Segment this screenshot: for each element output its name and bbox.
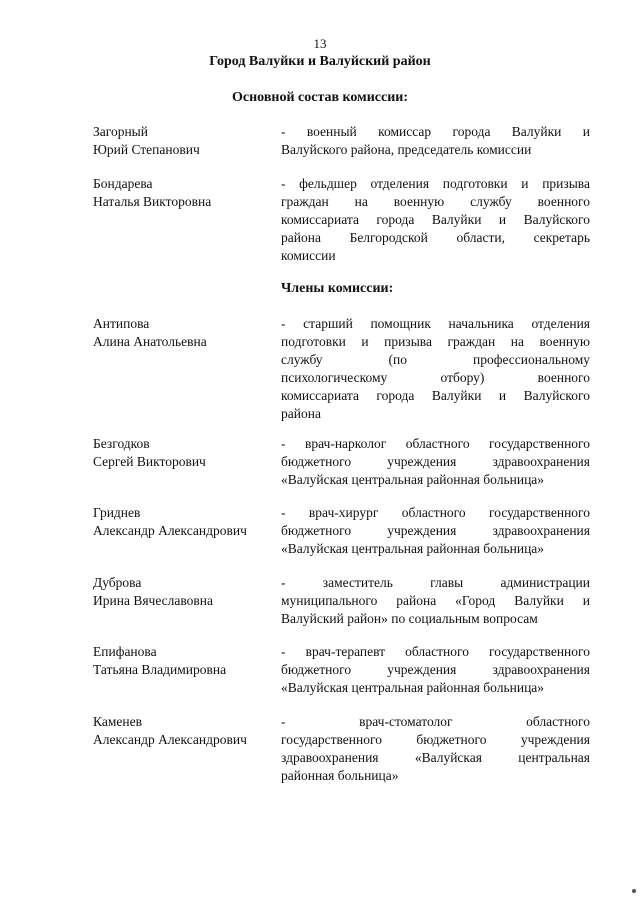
person-role [281, 123, 590, 159]
role-line: «Валуйская центральная районная больница» [281, 472, 545, 487]
role-line: государственного бюджетного учреждения [281, 732, 590, 747]
person-role [281, 175, 590, 265]
role-line: района Белгородской области, секретарь [281, 230, 590, 245]
section-title-main: Основной состав комиссии: [232, 90, 408, 105]
role-line: Валуйского района, председатель комиссии [281, 142, 532, 157]
person-surname: Епифанова [93, 644, 157, 659]
role-line: бюджетного учреждения здравоохранения [281, 523, 590, 538]
person-name [93, 435, 273, 471]
person-given-name: Наталья Викторовна [93, 194, 212, 209]
role-line: района [281, 406, 321, 421]
person-given-name: Александр Александрович [93, 523, 247, 538]
page-title: Город Валуйки и Валуйский район [209, 54, 431, 69]
person-surname: Безгодков [93, 436, 150, 451]
person-surname: Гриднев [93, 505, 141, 520]
person-given-name: Алина Анатольевна [93, 334, 207, 349]
person-name [93, 643, 273, 679]
person-given-name: Александр Александрович [93, 732, 247, 747]
person-surname: Бондарева [93, 176, 153, 191]
person-role [281, 435, 590, 489]
role-line: муниципального района «Город Валуйки и [281, 593, 590, 608]
person-name [93, 175, 273, 211]
person-name [93, 574, 273, 610]
person-role [281, 315, 590, 423]
person-given-name: Юрий Степанович [93, 142, 200, 157]
role-line: службу (по профессиональному [281, 352, 590, 367]
person-role [281, 713, 590, 785]
person-name [93, 123, 273, 159]
page-number: 13 [313, 36, 327, 51]
person-surname: Антипова [93, 316, 150, 331]
person-name [93, 713, 273, 749]
person-given-name: Татьяна Владимировна [93, 662, 227, 677]
role-line: - врач-нарколог областного государственного [281, 436, 590, 451]
role-line: здравоохранения «Валуйская центральная [281, 750, 590, 765]
person-role [281, 504, 590, 558]
person-role [281, 574, 590, 628]
role-line: психологическому отбору) военного [281, 370, 590, 385]
person-role [281, 643, 590, 697]
role-line: бюджетного учреждения здравоохранения [281, 662, 590, 677]
role-line: - военный комиссар города Валуйки и [281, 124, 590, 139]
person-surname: Загорный [93, 124, 148, 139]
role-line: комиссариата города Валуйки и Валуйского [281, 212, 590, 227]
role-line: районная больница» [281, 768, 399, 783]
person-given-name: Сергей Викторович [93, 454, 206, 469]
role-line: граждан на военную службу военного [281, 194, 590, 209]
role-line: - заместитель главы администрации [281, 575, 590, 590]
scan-mark [632, 889, 636, 893]
person-given-name: Ирина Вячеславовна [93, 593, 213, 608]
role-line: - врач-хирург областного государственного [281, 505, 590, 520]
person-name [93, 504, 273, 540]
role-line: - врач-терапевт областного государственного [281, 644, 590, 659]
role-line: Валуйский район» по социальным вопросам [281, 611, 538, 626]
person-name [93, 315, 273, 351]
role-line: бюджетного учреждения здравоохранения [281, 454, 590, 469]
role-line: комиссариата города Валуйки и Валуйского [281, 388, 590, 403]
role-line: - врач-стоматолог областного [281, 714, 590, 729]
person-surname: Каменев [93, 714, 142, 729]
role-line: «Валуйская центральная районная больница» [281, 541, 545, 556]
section-title-members: Члены комиссии: [281, 281, 394, 296]
role-line: - старший помощник начальника отделения [281, 316, 590, 331]
role-line: подготовки и призыва граждан на военную [281, 334, 590, 349]
role-line: - фельдшер отделения подготовки и призыва [281, 176, 590, 191]
role-line: комиссии [281, 248, 336, 263]
role-line: «Валуйская центральная районная больница» [281, 680, 545, 695]
person-surname: Дуброва [93, 575, 142, 590]
